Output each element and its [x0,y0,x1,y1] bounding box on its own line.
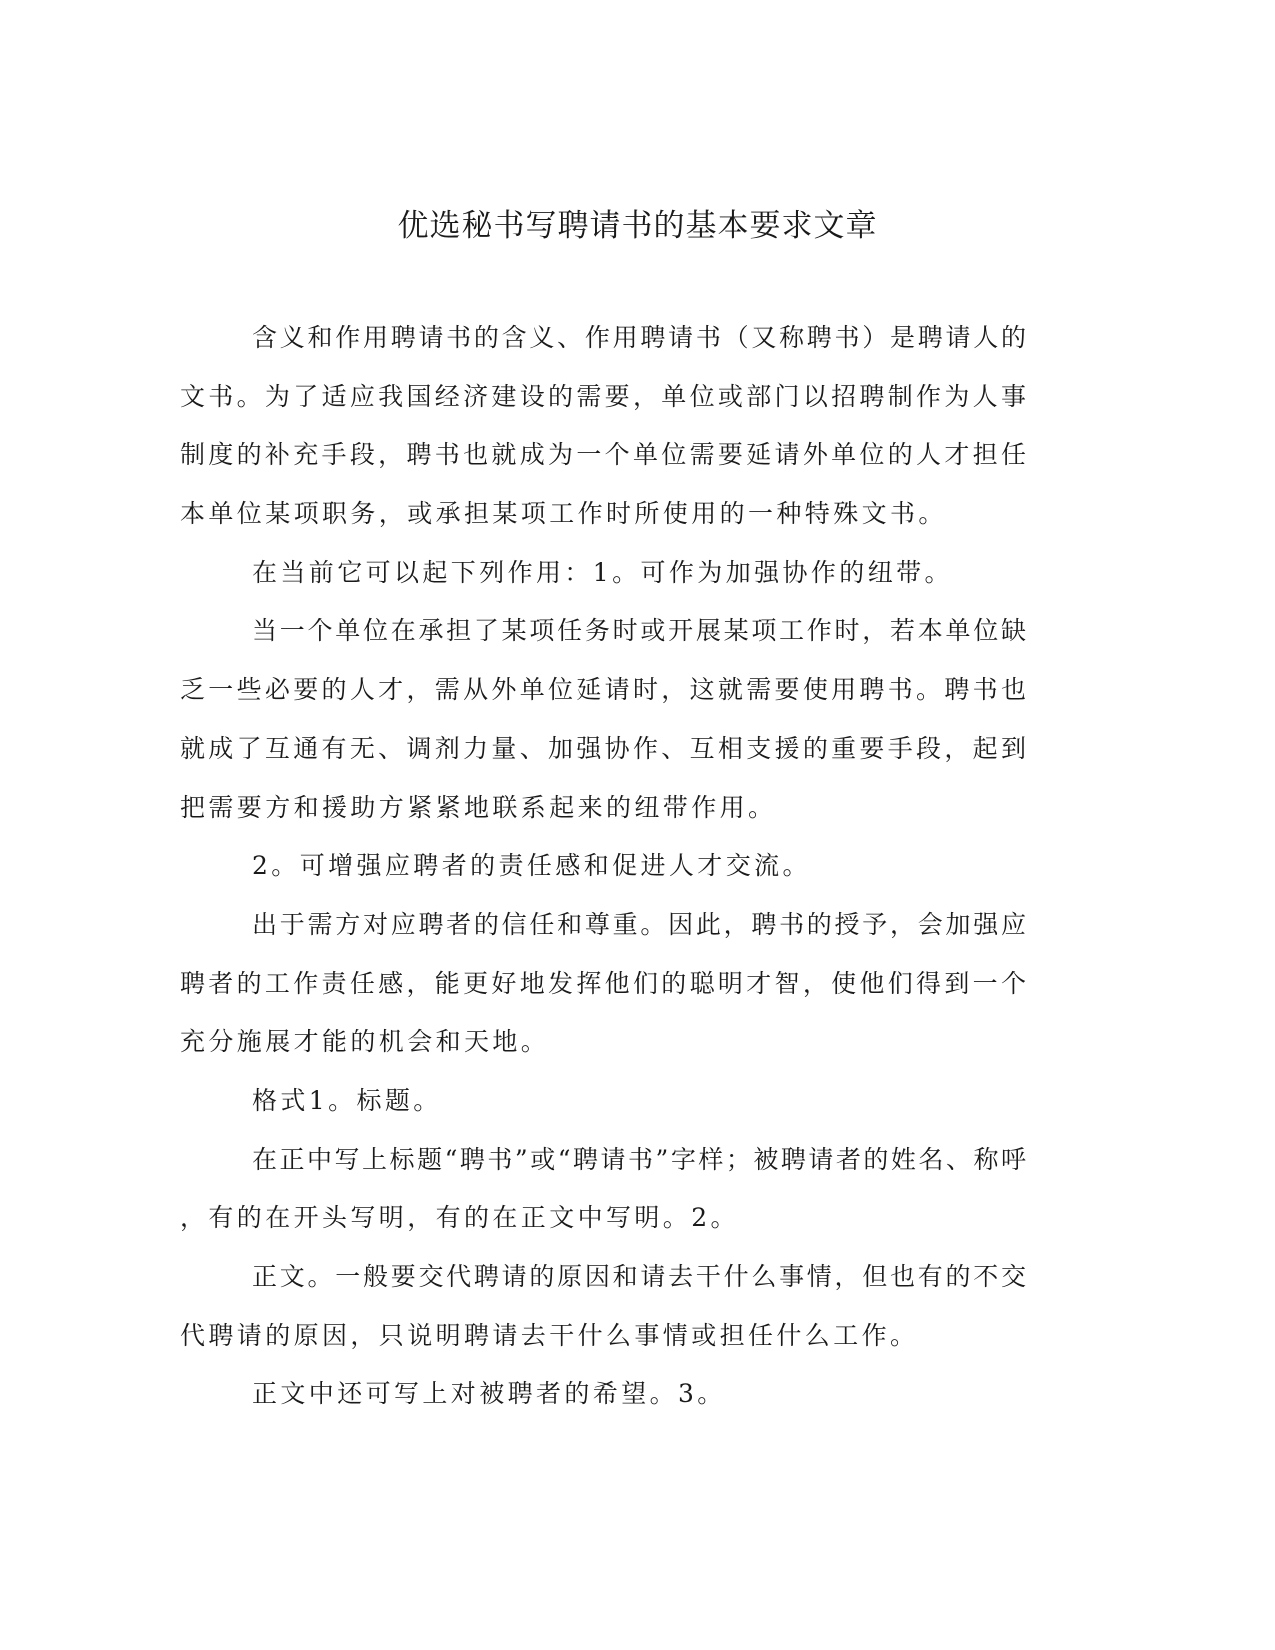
text-line: 出于需方对应聘者的信任和尊重。因此，聘书的授予，会加强应 [252,909,1026,939]
text-line: 正文。一般要交代聘请的原因和请去干什么事情，但也有的不交 [252,1262,1026,1291]
text-line: 充分施展才能的机会和天地。 [180,1027,550,1057]
text-line: 本单位某项职务，或承担某项工作时所使用的一种特殊文书。 [180,499,947,529]
document-title: 优选秘书写聘请书的基本要求文章 [397,208,878,244]
text-line: 把需要方和援助方紧紧地联系起来的纽带作用。 [180,792,777,822]
text-line: ，有的在开头写明，有的在正文中写明。2。 [180,1203,739,1233]
text-line: 在正中写上标题“聘书”或“聘请书”字样；被聘请者的姓名、称呼 [252,1144,1026,1174]
text-line: 制度的补充手段，聘书也就成为一个单位需要延请外单位的人才担任 [180,440,1026,470]
document-body [180,317,1026,1432]
text-line: 乏一些必要的人才，需从外单位延请时，这就需要使用聘书。聘书也 [180,675,1026,705]
text-line: 就成了互通有无、调剂力量、加强协作、互相支援的重要手段，起到 [180,733,1026,763]
text-line: 文书。为了适应我国经济建设的需要，单位或部门以招聘制作为人事 [180,381,1026,411]
text-line: 格式1。标题。 [252,1085,442,1115]
text-line: 当一个单位在承担了某项任务时或开展某项工作时，若本单位缺 [252,616,1026,646]
text-line: 含义和作用聘请书的含义、作用聘请书（又称聘书）是聘请人的 [252,323,1026,352]
text-line: 正文中还可写上对被聘者的希望。3。 [252,1379,726,1409]
text-line: 2。可增强应聘者的责任感和促进人才交流。 [252,851,811,881]
text-line: 代聘请的原因，只说明聘请去干什么事情或担任什么工作。 [180,1320,919,1350]
text-line: 聘者的工作责任感，能更好地发挥他们的聪明才智，使他们得到一个 [180,968,1026,998]
text-line: 在当前它可以起下列作用：1。可作为加强协作的纽带。 [252,557,953,587]
